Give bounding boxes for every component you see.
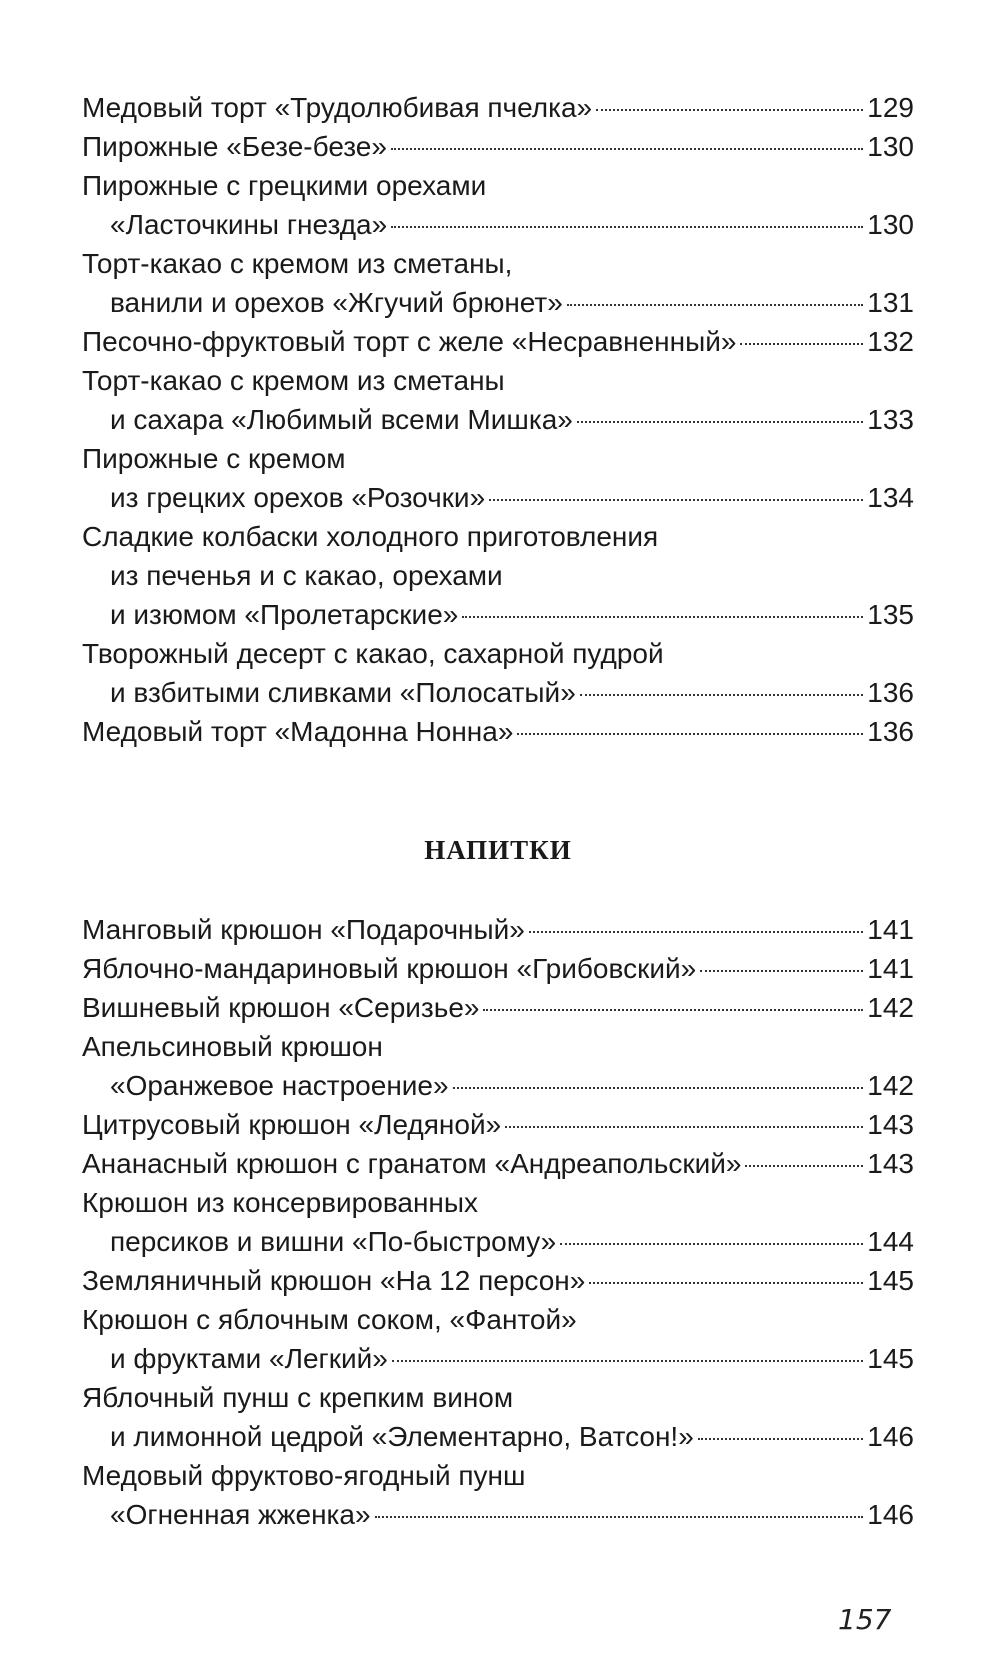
dot-leader xyxy=(596,109,863,111)
dot-leader xyxy=(700,970,863,972)
toc-entry-title: Яблочный пунш с крепким вином xyxy=(82,1382,514,1413)
toc-page-number: 130 xyxy=(867,131,914,162)
dot-leader xyxy=(489,499,863,501)
toc-page-number: 136 xyxy=(867,716,914,747)
toc-page-number: 145 xyxy=(867,1265,914,1296)
toc-entry-title: Вишневый крюшон «Серизье» xyxy=(82,992,480,1023)
toc-page-number: 133 xyxy=(867,404,914,435)
page-number: 157 xyxy=(838,1603,892,1636)
toc-entry-last-line xyxy=(82,1222,914,1261)
toc-page-number: 146 xyxy=(867,1421,914,1452)
dot-leader xyxy=(483,1009,863,1011)
dot-leader xyxy=(745,1165,863,1167)
toc-entry xyxy=(82,166,914,244)
toc-entry-line xyxy=(82,1378,914,1417)
toc-entry-title: Песочно-фруктовый торт с желе «Несравненный» xyxy=(82,326,737,357)
toc-page-number: 129 xyxy=(867,92,914,123)
section-heading-drinks: НАПИТКИ xyxy=(424,835,572,865)
toc-entry-title: Сладкие колбаски холодного приготовления xyxy=(82,521,659,552)
toc-entry xyxy=(82,127,914,166)
dot-leader xyxy=(391,148,863,150)
toc-entry-line xyxy=(82,1300,914,1339)
toc-entry-title: Ананасный крюшон с гранатом «Андреапольский» xyxy=(82,1148,742,1179)
toc-entry-title: из печенья и с какао, орехами xyxy=(110,560,503,591)
toc-page-number: 135 xyxy=(867,599,914,630)
toc-entry-title: Торт-какао с кремом из сметаны xyxy=(82,365,505,396)
toc-entry-title: «Огненная жженка» xyxy=(110,1499,371,1530)
dot-leader xyxy=(529,931,863,933)
toc-page-number: 143 xyxy=(867,1148,914,1179)
toc-entry-title: Медовый торт «Мадонна Нонна» xyxy=(82,716,514,747)
toc-entry-title: Пирожные с кремом xyxy=(82,443,346,474)
toc-entry-title: Манговый крюшон «Подарочный» xyxy=(82,914,525,945)
toc-entry xyxy=(82,1378,914,1456)
toc-entry-title: Торт-какао с кремом из сметаны, xyxy=(82,248,513,279)
dot-leader xyxy=(589,1282,863,1284)
toc-entry-line xyxy=(82,439,914,478)
toc-entry xyxy=(82,322,914,361)
toc-entry-title: Пирожные «Безе-безе» xyxy=(82,131,387,162)
toc-page-number: 130 xyxy=(867,209,914,240)
toc-page-number: 144 xyxy=(867,1226,914,1257)
toc-entry-last-line xyxy=(82,949,914,988)
toc-entry xyxy=(82,910,914,949)
toc-entry-title: Крюшон из консервированных xyxy=(82,1187,479,1218)
toc-entry-title: и взбитыми сливками «Полосатый» xyxy=(110,677,576,708)
toc-page-number: 131 xyxy=(867,287,914,318)
toc-entry-title: Яблочно-мандариновый крюшон «Грибовский» xyxy=(82,953,697,984)
toc-entry xyxy=(82,1027,914,1105)
toc-entry-title: персиков и вишни «По-быстрому» xyxy=(110,1226,557,1257)
toc-entry-last-line xyxy=(82,478,914,517)
toc-entry-last-line xyxy=(82,1144,914,1183)
toc-entry-last-line xyxy=(82,595,914,634)
toc-entry xyxy=(82,1300,914,1378)
toc-entry-last-line xyxy=(82,322,914,361)
toc-entry-last-line xyxy=(82,673,914,712)
toc-page xyxy=(82,88,914,1534)
toc-entry-last-line xyxy=(82,1495,914,1534)
toc-entry-line xyxy=(82,634,914,673)
toc-entry xyxy=(82,1144,914,1183)
toc-entry-line xyxy=(82,556,914,595)
toc-entry-title: Медовый торт «Трудолюбивая пчелка» xyxy=(82,92,593,123)
toc-entry-title: и изюмом «Пролетарские» xyxy=(110,599,459,630)
dot-leader xyxy=(577,421,863,423)
toc-entry xyxy=(82,1261,914,1300)
toc-page-number: 136 xyxy=(867,677,914,708)
dot-leader xyxy=(391,226,863,228)
dot-leader xyxy=(580,694,864,696)
toc-entry-title: из грецких орехов «Розочки» xyxy=(110,482,486,513)
toc-entry-line xyxy=(82,361,914,400)
toc-entry xyxy=(82,517,914,634)
toc-entry-last-line xyxy=(82,1417,914,1456)
toc-page-number: 145 xyxy=(867,1343,914,1374)
toc-entry-last-line xyxy=(82,910,914,949)
toc-entry-last-line xyxy=(82,1261,914,1300)
toc-entry-title: Крюшон с яблочным соком, «Фантой» xyxy=(82,1304,577,1335)
toc-entry-last-line xyxy=(82,988,914,1027)
toc-entry-last-line xyxy=(82,1066,914,1105)
toc-entry xyxy=(82,88,914,127)
toc-entry xyxy=(82,634,914,712)
toc-entry-title: и фруктами «Легкий» xyxy=(110,1343,388,1374)
toc-page-number: 143 xyxy=(867,1109,914,1140)
toc-entry-title: и сахара «Любимый всеми Мишка» xyxy=(110,404,573,435)
toc-entry-last-line xyxy=(82,127,914,166)
dot-leader xyxy=(740,343,863,345)
toc-entry-title: Медовый фруктово-ягодный пунш xyxy=(82,1460,526,1491)
toc-entry-title: Апельсиновый крюшон xyxy=(82,1031,383,1062)
dot-leader xyxy=(392,1360,863,1362)
dot-leader xyxy=(375,1516,864,1518)
toc-entry-title: ванили и орехов «Жгучий брюнет» xyxy=(110,287,563,318)
toc-entry-title: Пирожные с грецкими орехами xyxy=(82,170,487,201)
toc-entry-last-line xyxy=(82,205,914,244)
toc-page-number: 141 xyxy=(867,953,914,984)
toc-entry-title: и лимонной цедрой «Элементарно, Ватсон!» xyxy=(110,1421,694,1452)
toc-entry-line xyxy=(82,244,914,283)
toc-entry-last-line xyxy=(82,1339,914,1378)
toc-entry-title: Земляничный крюшон «На 12 персон» xyxy=(82,1265,586,1296)
toc-entry xyxy=(82,1105,914,1144)
toc-entry xyxy=(82,1456,914,1534)
dot-leader xyxy=(567,304,863,306)
toc-entry xyxy=(82,949,914,988)
toc-page-number: 134 xyxy=(867,482,914,513)
dot-leader xyxy=(453,1087,864,1089)
toc-entry-line xyxy=(82,1183,914,1222)
toc-entry-line xyxy=(82,166,914,205)
toc-entry-title: «Ласточкины гнезда» xyxy=(110,209,388,240)
toc-entry-line xyxy=(82,517,914,556)
toc-entry-line xyxy=(82,1027,914,1066)
toc-entry xyxy=(82,712,914,751)
toc-page-number: 142 xyxy=(867,1070,914,1101)
toc-entry-title: Творожный десерт с какао, сахарной пудрой xyxy=(82,638,664,669)
toc-entry-last-line xyxy=(82,400,914,439)
toc-entry xyxy=(82,439,914,517)
dot-leader xyxy=(462,616,863,618)
dot-leader xyxy=(698,1438,864,1440)
toc-entry xyxy=(82,361,914,439)
toc-page-number: 146 xyxy=(867,1499,914,1530)
dot-leader xyxy=(517,733,863,735)
toc-page-number: 132 xyxy=(867,326,914,357)
dot-leader xyxy=(560,1243,863,1245)
toc-page-number: 142 xyxy=(867,992,914,1023)
toc-page-number: 141 xyxy=(867,914,914,945)
toc-entry-last-line xyxy=(82,88,914,127)
dot-leader xyxy=(505,1126,863,1128)
toc-entry-last-line xyxy=(82,712,914,751)
toc-section-desserts xyxy=(82,88,914,751)
toc-entry xyxy=(82,244,914,322)
toc-entry xyxy=(82,988,914,1027)
toc-entry-title: Цитрусовый крюшон «Ледяной» xyxy=(82,1109,502,1140)
toc-entry-last-line xyxy=(82,283,914,322)
toc-entry-line xyxy=(82,1456,914,1495)
toc-section-drinks xyxy=(82,910,914,1534)
toc-entry xyxy=(82,1183,914,1261)
toc-entry-last-line xyxy=(82,1105,914,1144)
toc-entry-title: «Оранжевое настроение» xyxy=(110,1070,449,1101)
